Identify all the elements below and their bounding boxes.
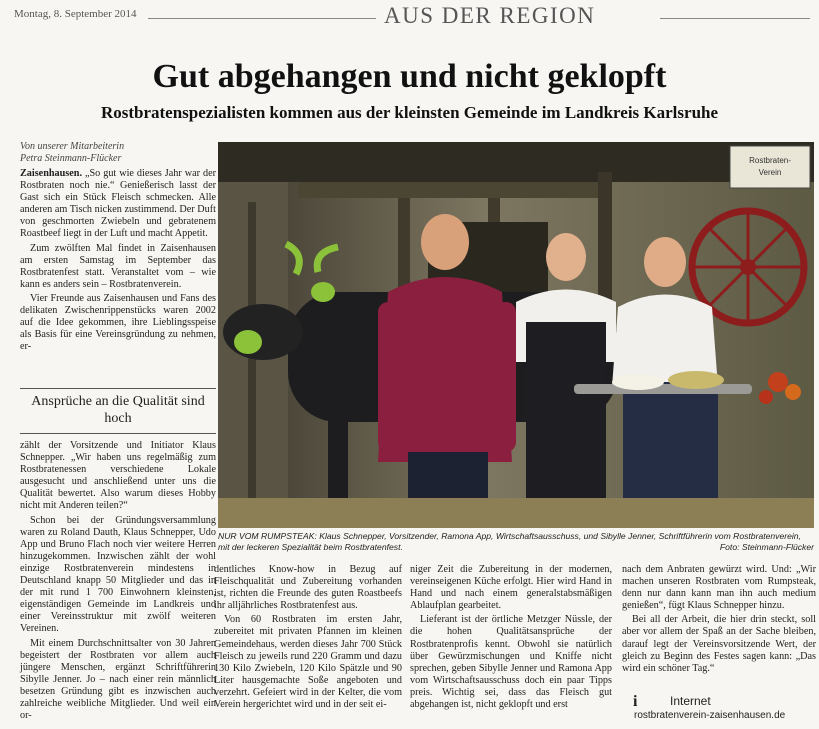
subheadline: Rostbratenspezialisten kommen aus der kleinsten Gemeinde im Landkreis Karlsruhe [100,103,719,122]
pull-quote-box: Ansprüche an die Qualität sind hoch [20,388,216,434]
paragraph: Mit einem Durchschnittsalter von 30 Jahren begeistert der Rostbraten vor allem auch jüngere Menschen, ergänzt Schriftführerin Sibylle Jenner. Jo – nach einer rein männlich besetzen Gründung gibt es inzwischen auch zahlreiche weibliche Mitglieder. Und weil ein or- [20,637,216,722]
paragraph: zählt der Vorsitzende und Initiator Klaus Schnepper. „Wir haben uns regelmäßig zum Rostbratenessen verschiedene Lokale ausgesucht und anschließend unter uns die Qualität bewertet. Also warum dieses Hobby nicht mit Anderen teilen?“ [20,440,216,512]
internet-label: Internet [670,694,711,708]
paragraph [20,168,216,241]
paragraph: Zum zwölften Mal findet in Zaisenhausen am ersten Samstag im September das Rostbratenfest statt. Veranstaltet vom – wie kann es anders sein – Rostbratenverein. [20,242,216,290]
sign-line-2: Verein [758,168,782,177]
photo-caption [218,531,814,552]
article-column-2 [214,564,402,713]
caption-lead: NUR VOM RUMPSTEAK: [218,531,317,541]
dateline: Zaisenhausen. [20,168,82,179]
header-rule-right [660,18,810,19]
paragraph: Schon bei der Gründungsversammlung waren zu Roland Dauth, Klaus Schnepper, Udo App und Bruno Flach noch vier weitere Herren hinzugekommen. Inzwischen zählt der wohl einzige Rostbratenverein mindestens in Deutschland knapp 50 Mitglieder und das in der mit rund 1 700 Einwohnern kleinsten, eigenständigen Gemeinde im Landkreis und einer Vereinsstruktur mit zwölf weiteren Vereinen. [20,514,216,635]
photo-illustration [218,142,814,528]
paragraph: dentliches Know-how in Bezug auf Fleischqualität und Zubereitung vorhanden ist, richten die Freunde des guten Roastbeefs ihr alljährliches Rostbratenfest aus. [214,564,402,612]
headline: Gut abgehangen und nicht geklopft [152,58,667,95]
info-icon: i [633,693,638,710]
paragraph: Lieferant ist der örtliche Metzger Nüssle, der die hohen Qualitätsansprüche der Rostbratenprofis kennt. Obwohl sie natürlich über Gewürzmischungen und Kniffe nicht sprechen, geben Sibylle Jenner und Ramona App vom Wirtschaftsausschuss doch ein paar Tipps preis. Wichtig sei, dass das Fleisch gut abgehangen ist, nicht geklopft und erst [410,614,612,711]
article-column-1b [20,440,216,724]
byline-author: Petra Steinmann-Flücker [20,153,122,164]
caption-text: Klaus Schnepper, Vorsitzender, Ramona App, Wirtschaftsausschuss, und Sibylle Jenner, Schriftführerin vom Rostbratenverein, mit der leckeren Spezialität beim Rostbratenfest. [218,531,801,552]
paragraph: niger Zeit die Zubereitung in der modernen, vereinseigenen Küche erfolgt. Hier wird Hand in Hand und nach einem generalstabsmäßigen Ablaufplan gearbeitet. [410,564,612,612]
section-title: AUS DER REGION [384,3,596,28]
byline-role: Von unserer Mitarbeiterin [20,141,125,152]
sign-line-1: Rostbraten- [749,156,791,165]
issue-date: Montag, 8. September 2014 [14,8,137,20]
paragraph: Vier Freunde aus Zaisenhausen und Fans des delikaten Zwischenrippenstücks waren 2002 auf die Idee gekommen, ihre Lieblingsspeise als Basis für eine Vereinsgründung zu nehmen, er- [20,292,216,353]
header-rule-left [148,18,376,19]
byline [20,141,210,165]
paragraph: nach dem Anbraten gewürzt wird. Und: „Wir machen unseren Rostbraten vom Rumpsteak, denn nur dann kann man ihn auch medium genießen“, fügt Klaus Schnepper hinzu. [622,564,816,612]
paragraph-text: „So gut wie dieses Jahr war der Rostbraten noch nie.“ Genießerisch lasst der Gast sich ein Stück Fleisch schmecken. Alle anderen am Tisch nicken zustimmend. Der Duft von geschmorten Zwiebeln und gebratenem Roastbeef liegt in der Luft und macht Appetit. [20,168,216,240]
paragraph: Von 60 Rostbraten im ersten Jahr, zubereitet mit privaten Pfannen im kleinen Gemeindehaus, werden dieses Jahr 700 Stück Fleisch zu jeweils rund 220 Gramm und dazu 130 Kilo Zwiebeln, 120 Kilo Spätzle und 90 Liter hausgemachte Soße angeboten und verzehrt. Gefeiert wird in der Kelter, die vom Verein hergerichtet wird und in der seit ei- [214,614,402,711]
photo-credit: Foto: Steinmann-Flücker [719,541,814,552]
website-link[interactable]: rostbratenverein-zaisenhausen.de [634,710,786,721]
article-column-4 [622,564,816,677]
article-photo [218,142,814,528]
article-column-1 [20,168,216,355]
article-column-3 [410,564,612,713]
club-sign [730,146,810,188]
paragraph: Bei all der Arbeit, die hier drin steckt, soll aber vor allem der Spaß an der Sache bleiben, darauf legt der Vereinsvorsitzende Wert, der gleich zu Beginn des Festes sagen kann: „Das wird ein schöner Tag.“ [622,614,816,674]
